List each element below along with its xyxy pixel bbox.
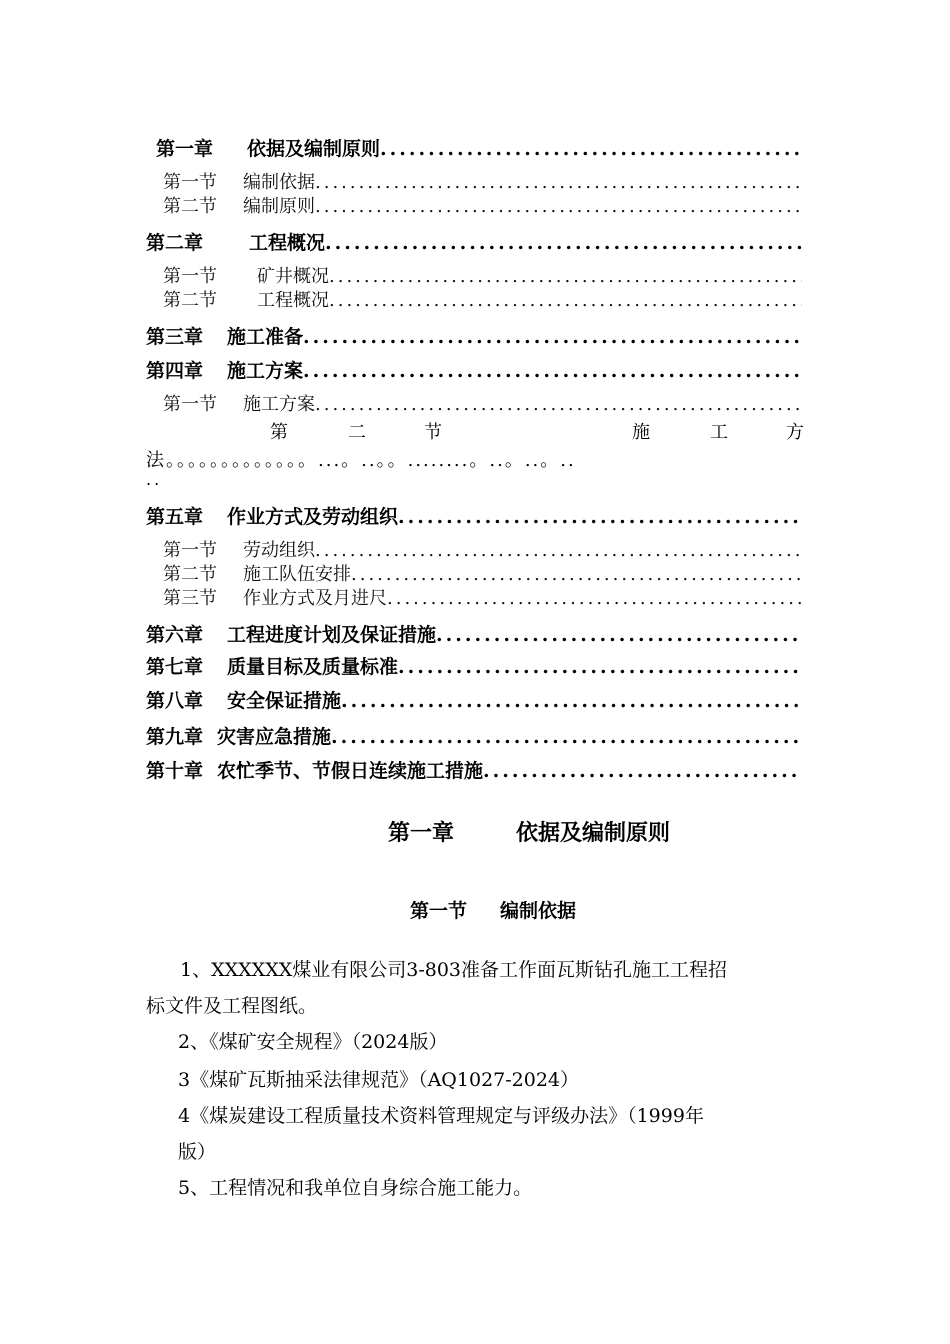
toc-label: 第三节 — [163, 588, 217, 609]
toc-char: 施 — [632, 422, 650, 443]
toc-title: 质量目标及质量标准 — [227, 656, 399, 678]
toc-title: 劳动组织 — [243, 540, 315, 561]
toc-chapter-4[interactable] — [146, 356, 802, 386]
toc-leader — [315, 394, 802, 415]
toc-title: 编制依据 — [243, 172, 315, 193]
toc-title: 作业方式及月进尺 — [243, 588, 387, 609]
toc-char: 二 — [348, 422, 366, 443]
toc-chapter-6[interactable] — [146, 620, 802, 650]
chapter-heading-label: 第一章 — [388, 820, 455, 846]
basis-item-2: 2、《煤矿安全规程》（2024版） — [178, 1031, 448, 1053]
toc-title: 安全保证措施 — [227, 690, 342, 712]
toc-section-2-2[interactable] — [163, 286, 802, 316]
toc-label: 第六章 — [146, 624, 204, 646]
basis-item-4-line2: 版） — [178, 1141, 217, 1163]
toc-chapter-1[interactable] — [156, 134, 802, 164]
toc-label: 第二节 — [163, 564, 217, 585]
toc-label: 第八章 — [146, 690, 204, 712]
toc-title: 编制原则 — [243, 196, 315, 217]
toc-chapter-8[interactable] — [146, 686, 802, 716]
toc-label: 第一节 — [163, 394, 217, 415]
toc-label: 第一节 — [163, 540, 217, 561]
toc-label: 第十章 — [146, 760, 204, 782]
toc-label: 第五章 — [146, 506, 204, 528]
toc-chapter-9[interactable] — [146, 722, 802, 752]
toc-chapter-2[interactable] — [146, 228, 802, 258]
chapter-heading — [0, 816, 950, 850]
toc-title: 施工队伍安排 — [243, 564, 351, 585]
toc-section-4-2-tail: .. — [146, 470, 163, 489]
toc-label: 第二节 — [163, 196, 217, 217]
toc-leader — [398, 656, 802, 678]
toc-title: 矿井概况 — [257, 266, 329, 287]
basis-item-4-line1: 4《煤炭建设工程质量技术资料管理规定与评级办法》（1999年 — [178, 1105, 704, 1127]
toc-title: 作业方式及劳动组织 — [227, 506, 399, 528]
toc-leader — [303, 326, 802, 348]
toc-label: 第三章 — [146, 326, 204, 348]
chapter-heading-title: 依据及编制原则 — [516, 820, 671, 846]
toc-label: 第七章 — [146, 656, 204, 678]
toc-leader — [351, 564, 802, 585]
toc-leader — [303, 360, 802, 382]
section-heading-label: 第一节 — [410, 900, 468, 922]
section-heading — [0, 896, 950, 926]
toc-char: 方 — [786, 422, 804, 443]
toc-char: 第 — [270, 422, 288, 443]
toc-label: 第一章 — [156, 138, 214, 160]
toc-leader — [436, 624, 802, 646]
toc-title: 工程概况 — [249, 232, 326, 254]
toc-section-4-2-continuation: 法。。。。。。。。。。。。。...。..。。........。..。..。.. — [146, 450, 576, 470]
toc-title: 农忙季节、节假日连续施工措施 — [217, 760, 484, 782]
toc-chapter-3[interactable] — [146, 322, 802, 352]
toc-char: 节 — [424, 422, 442, 443]
basis-item-1-line2: 标文件及工程图纸。 — [146, 995, 318, 1017]
toc-section-1-2[interactable] — [163, 192, 802, 222]
toc-label: 第二节 — [163, 290, 217, 311]
toc-section-4-2[interactable] — [146, 418, 802, 448]
toc-title: 依据及编制原则 — [247, 138, 381, 160]
toc-section-4-1[interactable] — [163, 390, 802, 420]
toc-leader — [387, 588, 802, 609]
toc-leader — [329, 290, 802, 311]
toc-leader — [331, 726, 802, 748]
toc-title: 施工准备 — [227, 326, 304, 348]
toc-leader — [315, 196, 802, 217]
toc-title: 工程进度计划及保证措施 — [227, 624, 437, 646]
toc-label: 第四章 — [146, 360, 204, 382]
toc-label: 第九章 — [146, 726, 204, 748]
toc-leader — [483, 760, 802, 782]
toc-chapter-10[interactable] — [146, 756, 802, 786]
toc-title: 施工方案 — [243, 394, 315, 415]
basis-item-5: 5、工程情况和我单位自身综合施工能力。 — [178, 1177, 533, 1199]
toc-chapter-5[interactable] — [146, 502, 802, 532]
toc-leader — [380, 138, 802, 160]
toc-char: 工 — [710, 422, 728, 443]
toc-leader — [315, 540, 802, 561]
toc-title: 灾害应急措施 — [217, 726, 332, 748]
toc-leader — [341, 690, 802, 712]
toc-leader — [315, 172, 802, 193]
toc-chapter-7[interactable] — [146, 652, 802, 682]
toc-leader — [329, 266, 802, 287]
toc-leader — [398, 506, 802, 528]
toc-label: 第一节 — [163, 266, 217, 287]
toc-label: 第二章 — [146, 232, 204, 254]
toc-section-5-3[interactable] — [163, 584, 802, 614]
section-heading-title: 编制依据 — [500, 900, 577, 922]
toc-label: 第一节 — [163, 172, 217, 193]
toc-title: 施工方案 — [227, 360, 304, 382]
basis-item-3: 3《煤矿瓦斯抽采法律规范》（AQ1027-2024） — [178, 1069, 580, 1091]
toc-title: 工程概况 — [257, 290, 329, 311]
basis-item-1-line1: 1、XXXXXX煤业有限公司3-803准备工作面瓦斯钻孔施工工程招 — [180, 959, 728, 981]
toc-leader — [325, 232, 802, 254]
